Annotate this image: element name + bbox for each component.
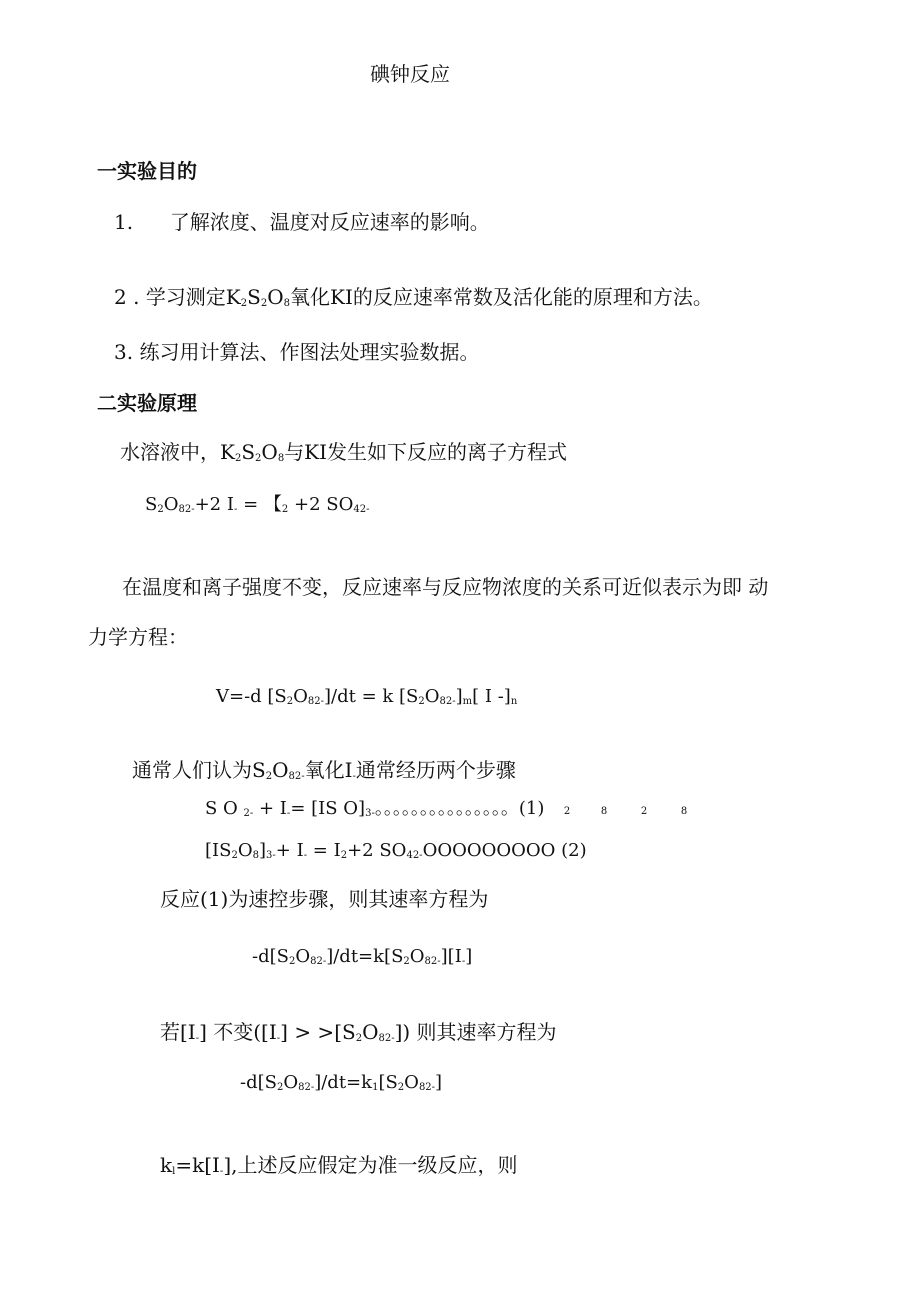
equation-rate-law-2: $-d[S_2O_{82-}]/dt=k[S_2O_{82-}][I_-]$ [252,946,473,967]
paragraph-rate-line2: 力学方程： [88,625,188,649]
list-item-number: 1. [114,210,134,234]
list-item-number: 2 . [114,285,140,309]
equation-rate-law: V=-d $[S_2O_{82-}]/dt = k$ $[S_2O_{82-}]_m$[ I $-]_n$ [216,686,518,707]
list-item [114,212,490,232]
paragraph-condition: 若$[I_-]$ 不变$([I_-] > >[S_2O_{82-}])$ 则其速率方程为 [160,1020,557,1044]
list-item-text: 学习测定$K_2S_2O_8$氧化KI的反应速率常数及活化能的原理和方法。 [145,285,713,309]
equation-step2: $[IS_2O_8]_{3-}+ I_- = I_2+2$ $SO_{42-}OOOOOOOOO$ (2) [205,840,587,861]
paragraph-mechanism: 通常人们认为$S_2O_{82-}$氧化$I_-$通常经历两个步骤 [132,758,516,782]
paragraph-pseudo-first-order: $k_l=k[I_-]$,上述反应假定为准一级反应，则 [160,1153,518,1177]
list-item [114,342,479,362]
list-item-text: 练习用计算法、作图法处理实验数据。 [139,340,480,364]
paragraph-intro: 水溶液中，$K_2S_2O_8$与KI发生如下反应的离子方程式 [120,440,568,464]
list-item-number: 3. [114,340,134,364]
list-item-text: 了解浓度、温度对反应速率的影响。 [169,210,490,234]
equation-ionic: $S_2O_{82-}+2$ $I_-$ = 【$_2$ +2 $SO_{42-}$ [145,494,370,515]
section-heading-purpose: 一实验目的 [97,159,197,183]
section-heading-principle: 二实验原理 [97,391,197,415]
list-item [114,287,713,307]
paragraph-rate-step: 反应(1)为速控步骤，则其速率方程为 [160,887,489,911]
paragraph-rate-line1: 在温度和离子强度不变，反应速率与反应物浓度的关系可近似表示为即 动 [122,575,769,599]
equation-rate-law-3: $-d[S_2O_{82-}]/dt=k_1[S_2O_{82-}]$ [240,1072,443,1093]
page-title: 碘钟反应 [370,62,450,86]
equation-step1: S O $_{2-} + I_-= [IS$ $O]_{3-}$。。。。。。。。。。。。。。。(1) 2 8 2 8 [205,798,688,819]
